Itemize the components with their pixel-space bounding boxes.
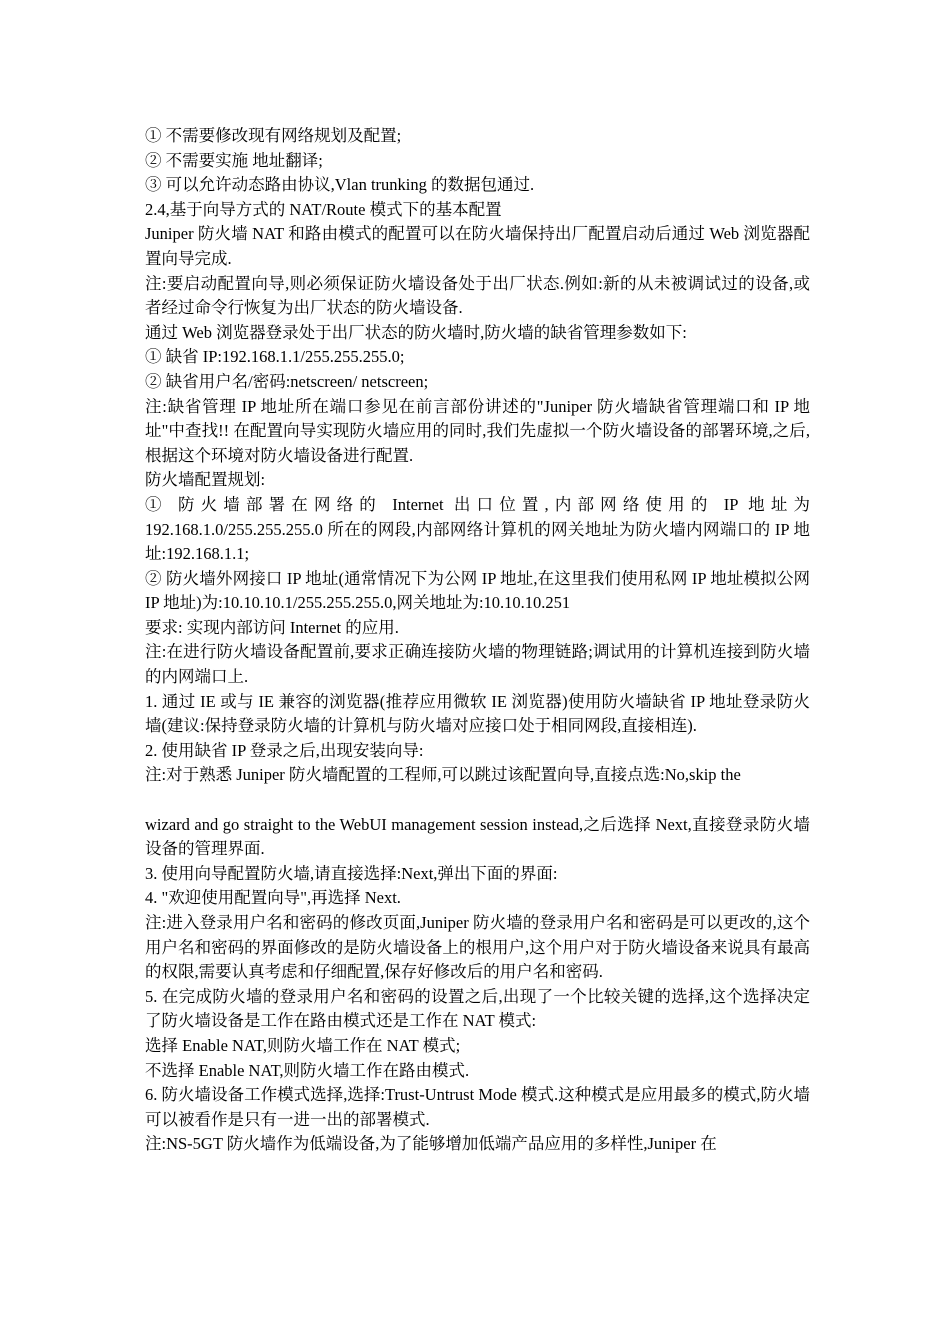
- document-body: [145, 124, 810, 1157]
- note-paragraph: 注:对于熟悉 Juniper 防火墙配置的工程师,可以跳过该配置向导,直接点选:No,skip the: [145, 765, 741, 785]
- list-item-no-nat: ② 不需要实施 地址翻译;: [145, 150, 323, 170]
- paragraph: 选择 Enable NAT,则防火墙工作在 NAT 模式;: [145, 1035, 461, 1055]
- list-item-deployment: ① 防火墙部署在网络的 Internet 出口位置,内部网络使用的 IP 地址为 192.168.1.0/255.255.255.0 所在的网段,内部网络计算机的网关地址为防火墙内网端口的 IP 地址:192.168.1.1;: [145, 494, 810, 564]
- step-paragraph: 1. 通过 IE 或与 IE 兼容的浏览器(推荐应用微软 IE 浏览器)使用防火墙缺省 IP 地址登录防火墙(建议:保持登录防火墙的计算机与防火墙对应接口处于相同网段,直接相连).: [145, 691, 810, 736]
- paragraph: 要求: 实现内部访问 Internet 的应用.: [145, 617, 399, 637]
- list-item-external-interface: ② 防火墙外网接口 IP 地址(通常情况下为公网 IP 地址,在这里我们使用私网 IP 地址模拟公网 IP 地址)为:10.10.10.1/255.255.255.0,网关地址为:10.10.10.251: [145, 568, 810, 613]
- step-paragraph: 6. 防火墙设备工作模式选择,选择:Trust-Untrust Mode 模式.这种模式是应用最多的模式,防火墙可以被看作是只有一进一出的部署模式.: [145, 1085, 810, 1129]
- note-paragraph: 注:NS-5GT 防火墙作为低端设备,为了能够增加低端产品应用的多样性,Juniper 在: [145, 1134, 717, 1154]
- paragraph: wizard and go straight to the WebUI management session instead,之后选择 Next,直接登录防火墙设备的管理界面.: [145, 814, 810, 859]
- note-paragraph: 注:在进行防火墙设备配置前,要求正确连接防火墙的物理链路;调试用的计算机连接到防火墙的内网端口上.: [145, 642, 810, 687]
- paragraph: 通过 Web 浏览器登录处于出厂状态的防火墙时,防火墙的缺省管理参数如下:: [145, 322, 687, 342]
- list-item-dynamic-routing: ③ 可以允许动态路由协议,Vlan trunking 的数据包通过.: [145, 175, 535, 195]
- note-paragraph: 注:缺省管理 IP 地址所在端口参见在前言部份讲述的"Juniper 防火墙缺省管理端口和 IP 地址"中查找!! 在配置向导实现防火墙应用的同时,我们先虚拟一个防火墙设备的部署环境,之后,根据这个环境对防火墙设备进行配置.: [145, 396, 810, 465]
- step-paragraph: 3. 使用向导配置防火墙,请直接选择:Next,弹出下面的界面:: [145, 863, 558, 883]
- note-paragraph: 注:要启动配置向导,则必须保证防火墙设备处于出厂状态.例如:新的从未被调试过的设备,或者经过命令行恢复为出厂状态的防火墙设备.: [145, 273, 810, 318]
- paragraph: 不选择 Enable NAT,则防火墙工作在路由模式.: [145, 1060, 470, 1080]
- blank-gap: [145, 788, 810, 813]
- step-paragraph: 2. 使用缺省 IP 登录之后,出现安装向导:: [145, 740, 424, 760]
- list-item-default-ip: ① 缺省 IP:192.168.1.1/255.255.255.0;: [145, 347, 405, 367]
- list-item-no-change: ① 不需要修改现有网络规划及配置;: [145, 126, 402, 145]
- step-paragraph: 4. "欢迎使用配置向导",再选择 Next.: [145, 888, 401, 908]
- paragraph: 防火墙配置规划:: [145, 470, 266, 490]
- section-heading: 2.4,基于向导方式的 NAT/Route 模式下的基本配置: [145, 199, 502, 219]
- note-paragraph: 注:进入登录用户名和密码的修改页面,Juniper 防火墙的登录用户名和密码是可以更改的,这个用户名和密码的界面修改的是防火墙设备上的根用户,这个用户对于防火墙设备来说具有最高的权限,需要认真考虑和仔细配置,保存好修改后的用户名和密码.: [145, 913, 810, 982]
- step-paragraph: 5. 在完成防火墙的登录用户名和密码的设置之后,出现了一个比较关键的选择,这个选择决定了防火墙设备是工作在路由模式还是工作在 NAT 模式:: [145, 986, 810, 1031]
- paragraph: Juniper 防火墙 NAT 和路由模式的配置可以在防火墙保持出厂配置启动后通过 Web 浏览器配置向导完成.: [145, 224, 810, 268]
- list-item-default-credentials: ② 缺省用户名/密码:netscreen/ netscreen;: [145, 371, 429, 391]
